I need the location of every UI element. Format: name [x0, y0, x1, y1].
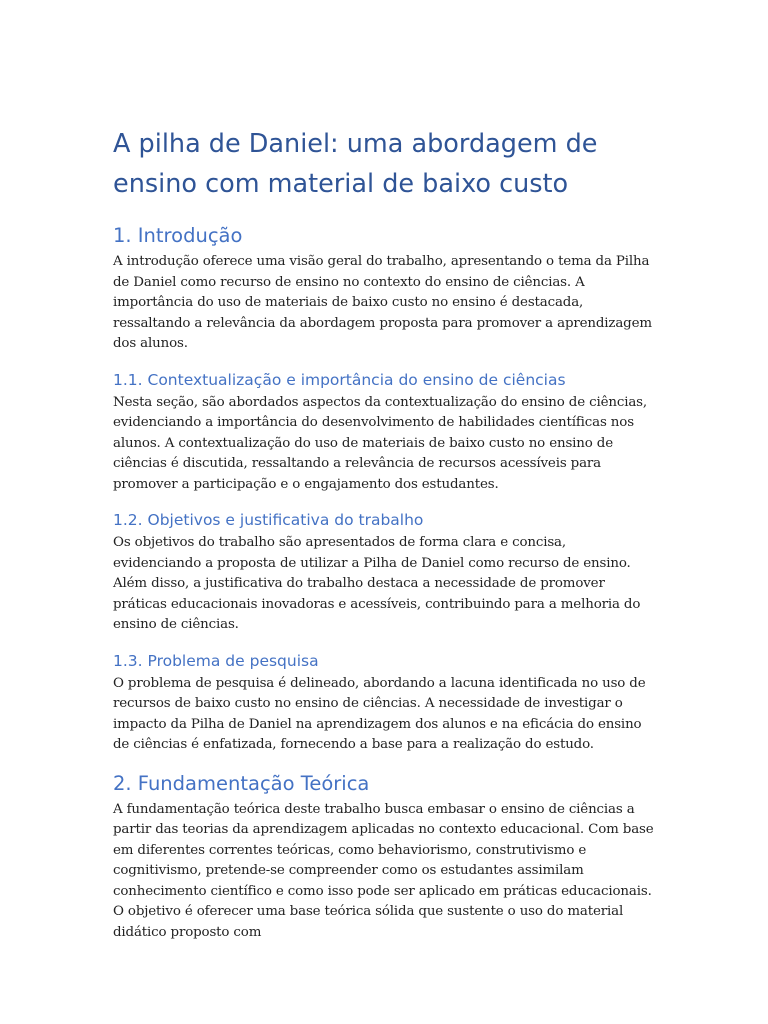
subsection-body-contextualizacao: Nesta seção, são abordados aspectos da contextualização do ensino de ciências, evidenciando a importância do desenvolvimento de habilidades científicas nos alunos. A contextualização do uso de materiais de baixo custo no ensino de ciências é discutida, ressaltando a relevância de recursos acessíveis para promover a participação e o engajamento dos estudantes.	[113, 394, 647, 492]
section-heading-fundamentacao: 2. Fundamentação Teórica	[113, 771, 370, 795]
subsection-body-problema: O problema de pesquisa é delineado, abordando a lacuna identificada no uso de recursos de baixo custo no ensino de ciências. A necessidade de investigar o impacto da Pilha de Daniel na aprendizagem dos alunos e na eficácia do ensino de ciências é enfatizada, fornecendo a base para a realização do estudo.	[113, 675, 646, 752]
document-title: A pilha de Daniel: uma abordagem de ensino com material de baixo custo	[113, 129, 598, 199]
subsection-heading-problema: 1.3. Problema de pesquisa	[113, 651, 319, 670]
subsection-body-objetivos: Os objetivos do trabalho são apresentados de forma clara e concisa, evidenciando a proposta de utilizar a Pilha de Daniel como recurso de ensino. Além disso, a justificativa do trabalho destaca a necessidade de promover práticas educacionais inovadoras e acessíveis, contribuindo para a melhoria do ensino de ciências.	[113, 535, 641, 632]
section-body-introducao: A introdução oferece uma visão geral do trabalho, apresentando o tema da Pilha de Daniel como recurso de ensino no contexto do ensino de ciências. A importância do uso de materiais de baixo custo no ensino é destacada, ressaltando a relevância da abordagem proposta para promover a aprendizagem dos alunos.	[113, 254, 652, 351]
section-heading-introducao: 1. Introdução	[113, 224, 243, 247]
subsection-heading-contextualizacao: 1.1. Contextualização e importância do ensino de ciências	[113, 370, 566, 389]
section-body-fundamentacao: A fundamentação teórica deste trabalho busca embasar o ensino de ciências a partir das teorias da aprendizagem aplicadas no contexto educacional. Com base em diferentes correntes teóricas, como behaviorismo, construtivismo e cognitivismo, pretende-se compreender como os estudantes assimilam conhecimento científico e como isso pode ser aplicado em práticas educacionais. O objetivo é oferecer uma base teórica sólida que sustente o uso do material didático proposto com	[113, 801, 654, 940]
subsection-heading-objetivos: 1.2. Objetivos e justificativa do trabalho	[113, 511, 424, 529]
